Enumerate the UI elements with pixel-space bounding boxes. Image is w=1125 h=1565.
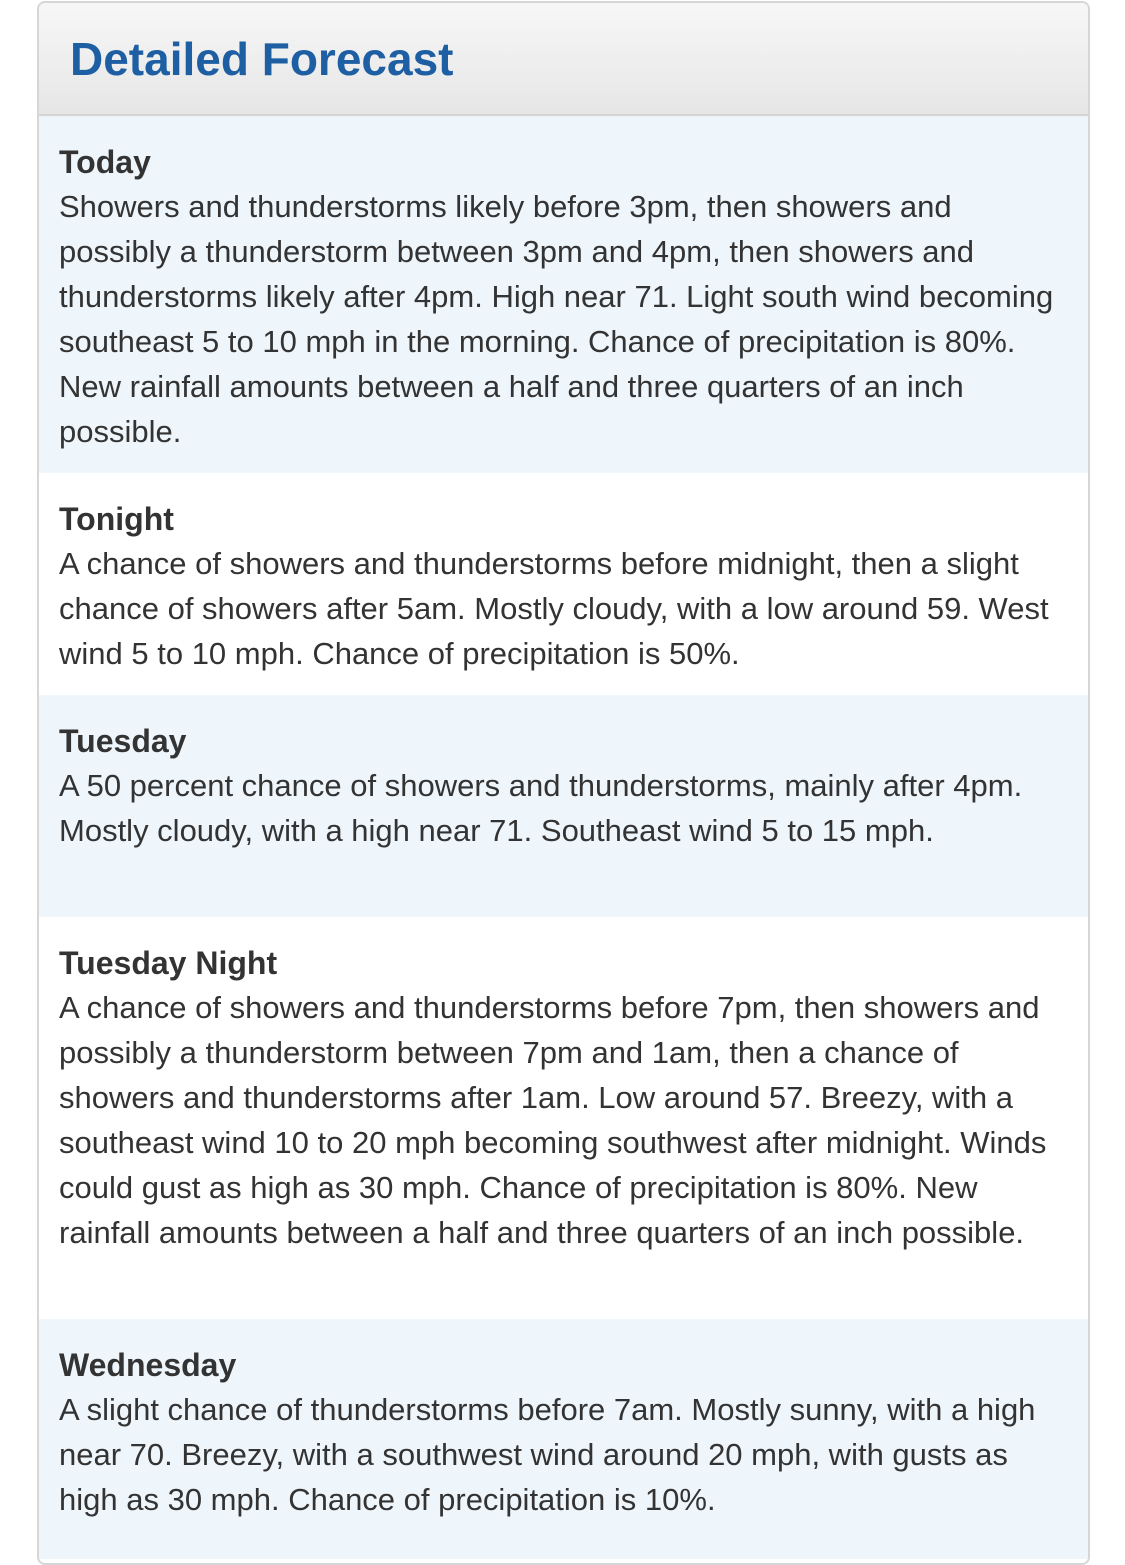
period-name: Tuesday: [59, 723, 187, 759]
period-forecast-text: Showers and thunderstorms likely before 3pm, then showers and possibly a thunderstorm between 3pm and 4pm, then showers and thunderstorms likely after 4pm. High near 71. Light south wind becoming southeast 5 to 10 mph in the morning. Chance of precipitation is 80%. New rainfall amounts between a half and three quarters of an inch possible.: [59, 189, 1054, 449]
detailed-forecast-panel: [37, 1, 1090, 1565]
period-name: Today: [59, 144, 151, 180]
panel-header: [39, 3, 1088, 116]
forecast-row-today: [39, 116, 1088, 473]
period-name: Tuesday Night: [59, 945, 278, 981]
period-forecast-text: A 50 percent chance of showers and thunderstorms, mainly after 4pm. Mostly cloudy, with a high near 71. Southeast wind 5 to 15 mph.: [59, 768, 1023, 848]
period-forecast-text: A chance of showers and thunderstorms before midnight, then a slight chance of showers after 5am. Mostly cloudy, with a low around 59. West wind 5 to 10 mph. Chance of precipitation is 50%.: [59, 546, 1049, 671]
forecast-row-tonight: [39, 473, 1088, 695]
period-name: Wednesday: [59, 1347, 237, 1383]
period-name: Tonight: [59, 501, 174, 537]
forecast-row-tuesday-night: [39, 917, 1088, 1319]
period-forecast-text: A chance of showers and thunderstorms before 7pm, then showers and possibly a thunderstorm between 7pm and 1am, then a chance of showers and thunderstorms after 1am. Low around 57. Breezy, with a southeast wind 10 to 20 mph becoming southwest after midnight. Winds could gust as high as 30 mph. Chance of precipitation is 80%. New rainfall amounts between a half and three quarters of an inch possible.: [59, 990, 1047, 1250]
forecast-row-wednesday: [39, 1319, 1088, 1559]
period-forecast-text: A slight chance of thunderstorms before 7am. Mostly sunny, with a high near 70. Breezy, with a southwest wind around 20 mph, with gusts as high as 30 mph. Chance of precipitation is 10%.: [59, 1392, 1036, 1517]
panel-title: Detailed Forecast: [70, 33, 454, 85]
forecast-row-tuesday: [39, 695, 1088, 917]
